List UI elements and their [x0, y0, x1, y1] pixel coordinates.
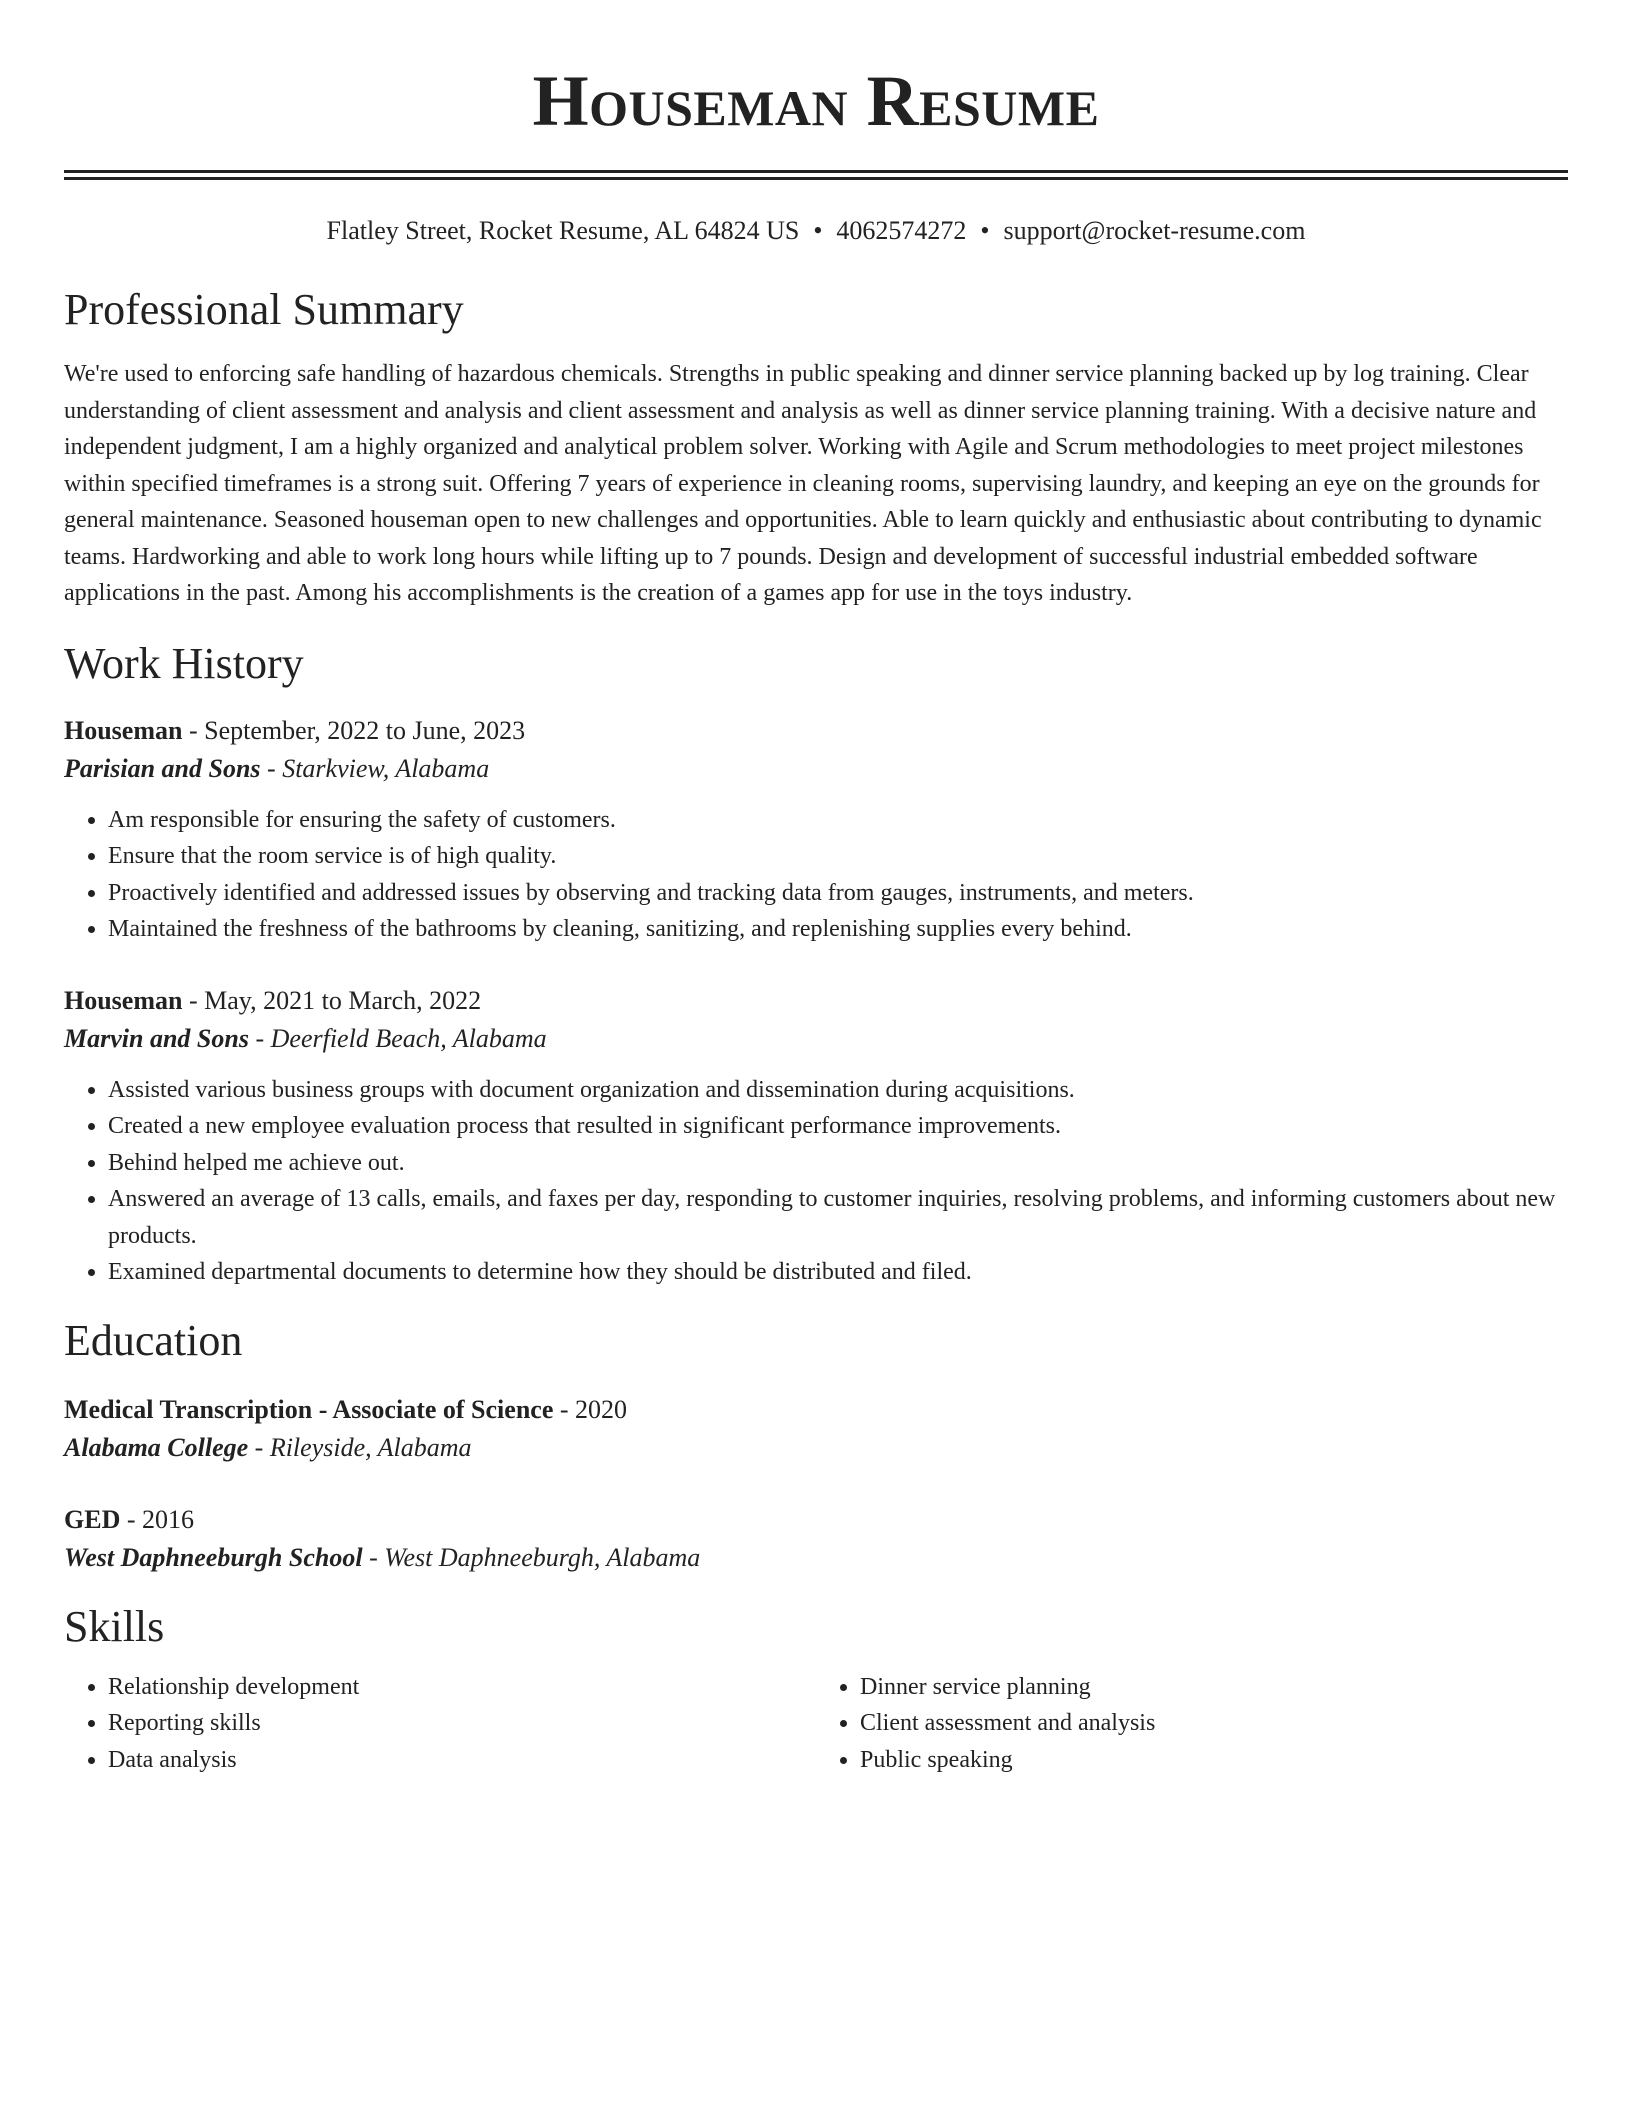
- job-entry: [64, 712, 1568, 948]
- list-item: • Assisted various business groups with document organization and dissemination during acquisitions.: [108, 1072, 1568, 1109]
- education-header: [64, 1391, 1568, 1429]
- education-year: - 2020: [553, 1394, 628, 1424]
- list-item: • Dinner service planning: [860, 1669, 1568, 1706]
- title-double-rule: [64, 170, 1568, 180]
- list-item: • Proactively identified and addressed issues by observing and tracking data from gauges, instruments, and meters.: [108, 875, 1568, 912]
- education-entry: [64, 1501, 1568, 1577]
- job-company: Parisian and Sons: [64, 753, 261, 783]
- work-history-heading: Work History: [64, 638, 304, 688]
- skills-column-right: [816, 1669, 1568, 1779]
- contact-phone: 4062574272: [836, 216, 967, 245]
- list-item: • Relationship development: [108, 1669, 816, 1706]
- job-dates: - September, 2022 to June, 2023: [182, 715, 526, 745]
- job-title: Houseman: [64, 985, 183, 1015]
- education-entry: [64, 1391, 1568, 1467]
- education-school: West Daphneeburgh School: [64, 1542, 363, 1572]
- job-title: Houseman: [64, 715, 183, 745]
- skills-heading: Skills: [64, 1601, 165, 1651]
- list-item: • Am responsible for ensuring the safety of customers.: [108, 802, 1568, 839]
- education-location: - West Daphneeburgh, Alabama: [362, 1542, 701, 1572]
- job-bullets: [64, 802, 1568, 948]
- education-location: - Rileyside, Alabama: [248, 1432, 472, 1462]
- job-header: [64, 982, 1568, 1020]
- job-header: [64, 712, 1568, 750]
- education-heading: Education: [64, 1315, 243, 1365]
- list-item: • Maintained the freshness of the bathrooms by cleaning, sanitizing, and replenishing supplies every behind.: [108, 911, 1568, 948]
- education-school-line: [64, 1429, 1568, 1467]
- contact-separator: •: [813, 216, 823, 245]
- job-company: Marvin and Sons: [64, 1023, 249, 1053]
- list-item: • Public speaking: [860, 1742, 1568, 1779]
- summary-text: We're used to enforcing safe handling of hazardous chemicals. Strengths in public speaking and dinner service planning backed up by log training. Clear understanding of client assessment and analysis and client assessment and analysis as well as dinner service planning training. With a decisive nature and independent judgment, I am a highly organized and analytical problem solver. Working with Agile and Scrum methodologies to meet project milestones within specified timeframes is a strong suit. Offering 7 years of experience in cleaning rooms, supervising laundry, and keeping an eye on the grounds for general maintenance. Seasoned houseman open to new challenges and opportunities. Able to learn quickly and enthusiastic about contributing to dynamic teams. Hardworking and able to work long hours while lifting up to 7 pounds. Design and development of successful industrial embedded software applications in the past. Among his accomplishments is the creation of a games app for use in the toys industry.: [64, 361, 1542, 606]
- job-entry: [64, 982, 1568, 1291]
- resume-title: Houseman Resume: [532, 61, 1100, 141]
- contact-line: [64, 214, 1568, 248]
- job-company-line: [64, 1020, 1568, 1058]
- contact-address: Flatley Street, Rocket Resume, AL 64824 US: [326, 216, 800, 245]
- skills-grid: [64, 1669, 1568, 1779]
- education-degree: GED: [64, 1504, 121, 1534]
- list-item: • Data analysis: [108, 1742, 816, 1779]
- job-dates: - May, 2021 to March, 2022: [182, 985, 482, 1015]
- list-item: • Client assessment and analysis: [860, 1705, 1568, 1742]
- list-item: • Reporting skills: [108, 1705, 816, 1742]
- summary-heading: Professional Summary: [64, 285, 464, 334]
- job-location: - Starkview, Alabama: [260, 753, 490, 783]
- job-bullets: [64, 1072, 1568, 1291]
- list-item: • Behind helped me achieve out.: [108, 1145, 1568, 1182]
- list-item: • Ensure that the room service is of high quality.: [108, 838, 1568, 875]
- contact-email: support@rocket-resume.com: [1003, 216, 1306, 245]
- education-year: - 2016: [120, 1504, 195, 1534]
- skills-column-left: [64, 1669, 816, 1779]
- education-header: [64, 1501, 1568, 1539]
- contact-separator: •: [980, 216, 990, 245]
- job-location: - Deerfield Beach, Alabama: [248, 1023, 547, 1053]
- education-degree: Medical Transcription - Associate of Science: [64, 1394, 554, 1424]
- education-school: Alabama College: [64, 1432, 249, 1462]
- list-item: • Examined departmental documents to determine how they should be distributed and filed.: [108, 1254, 1568, 1291]
- education-school-line: [64, 1539, 1568, 1577]
- job-company-line: [64, 750, 1568, 788]
- list-item: • Created a new employee evaluation process that resulted in significant performance improvements.: [108, 1108, 1568, 1145]
- list-item: • Answered an average of 13 calls, emails, and faxes per day, responding to customer inquiries, resolving problems, and informing customers about new products.: [108, 1181, 1568, 1254]
